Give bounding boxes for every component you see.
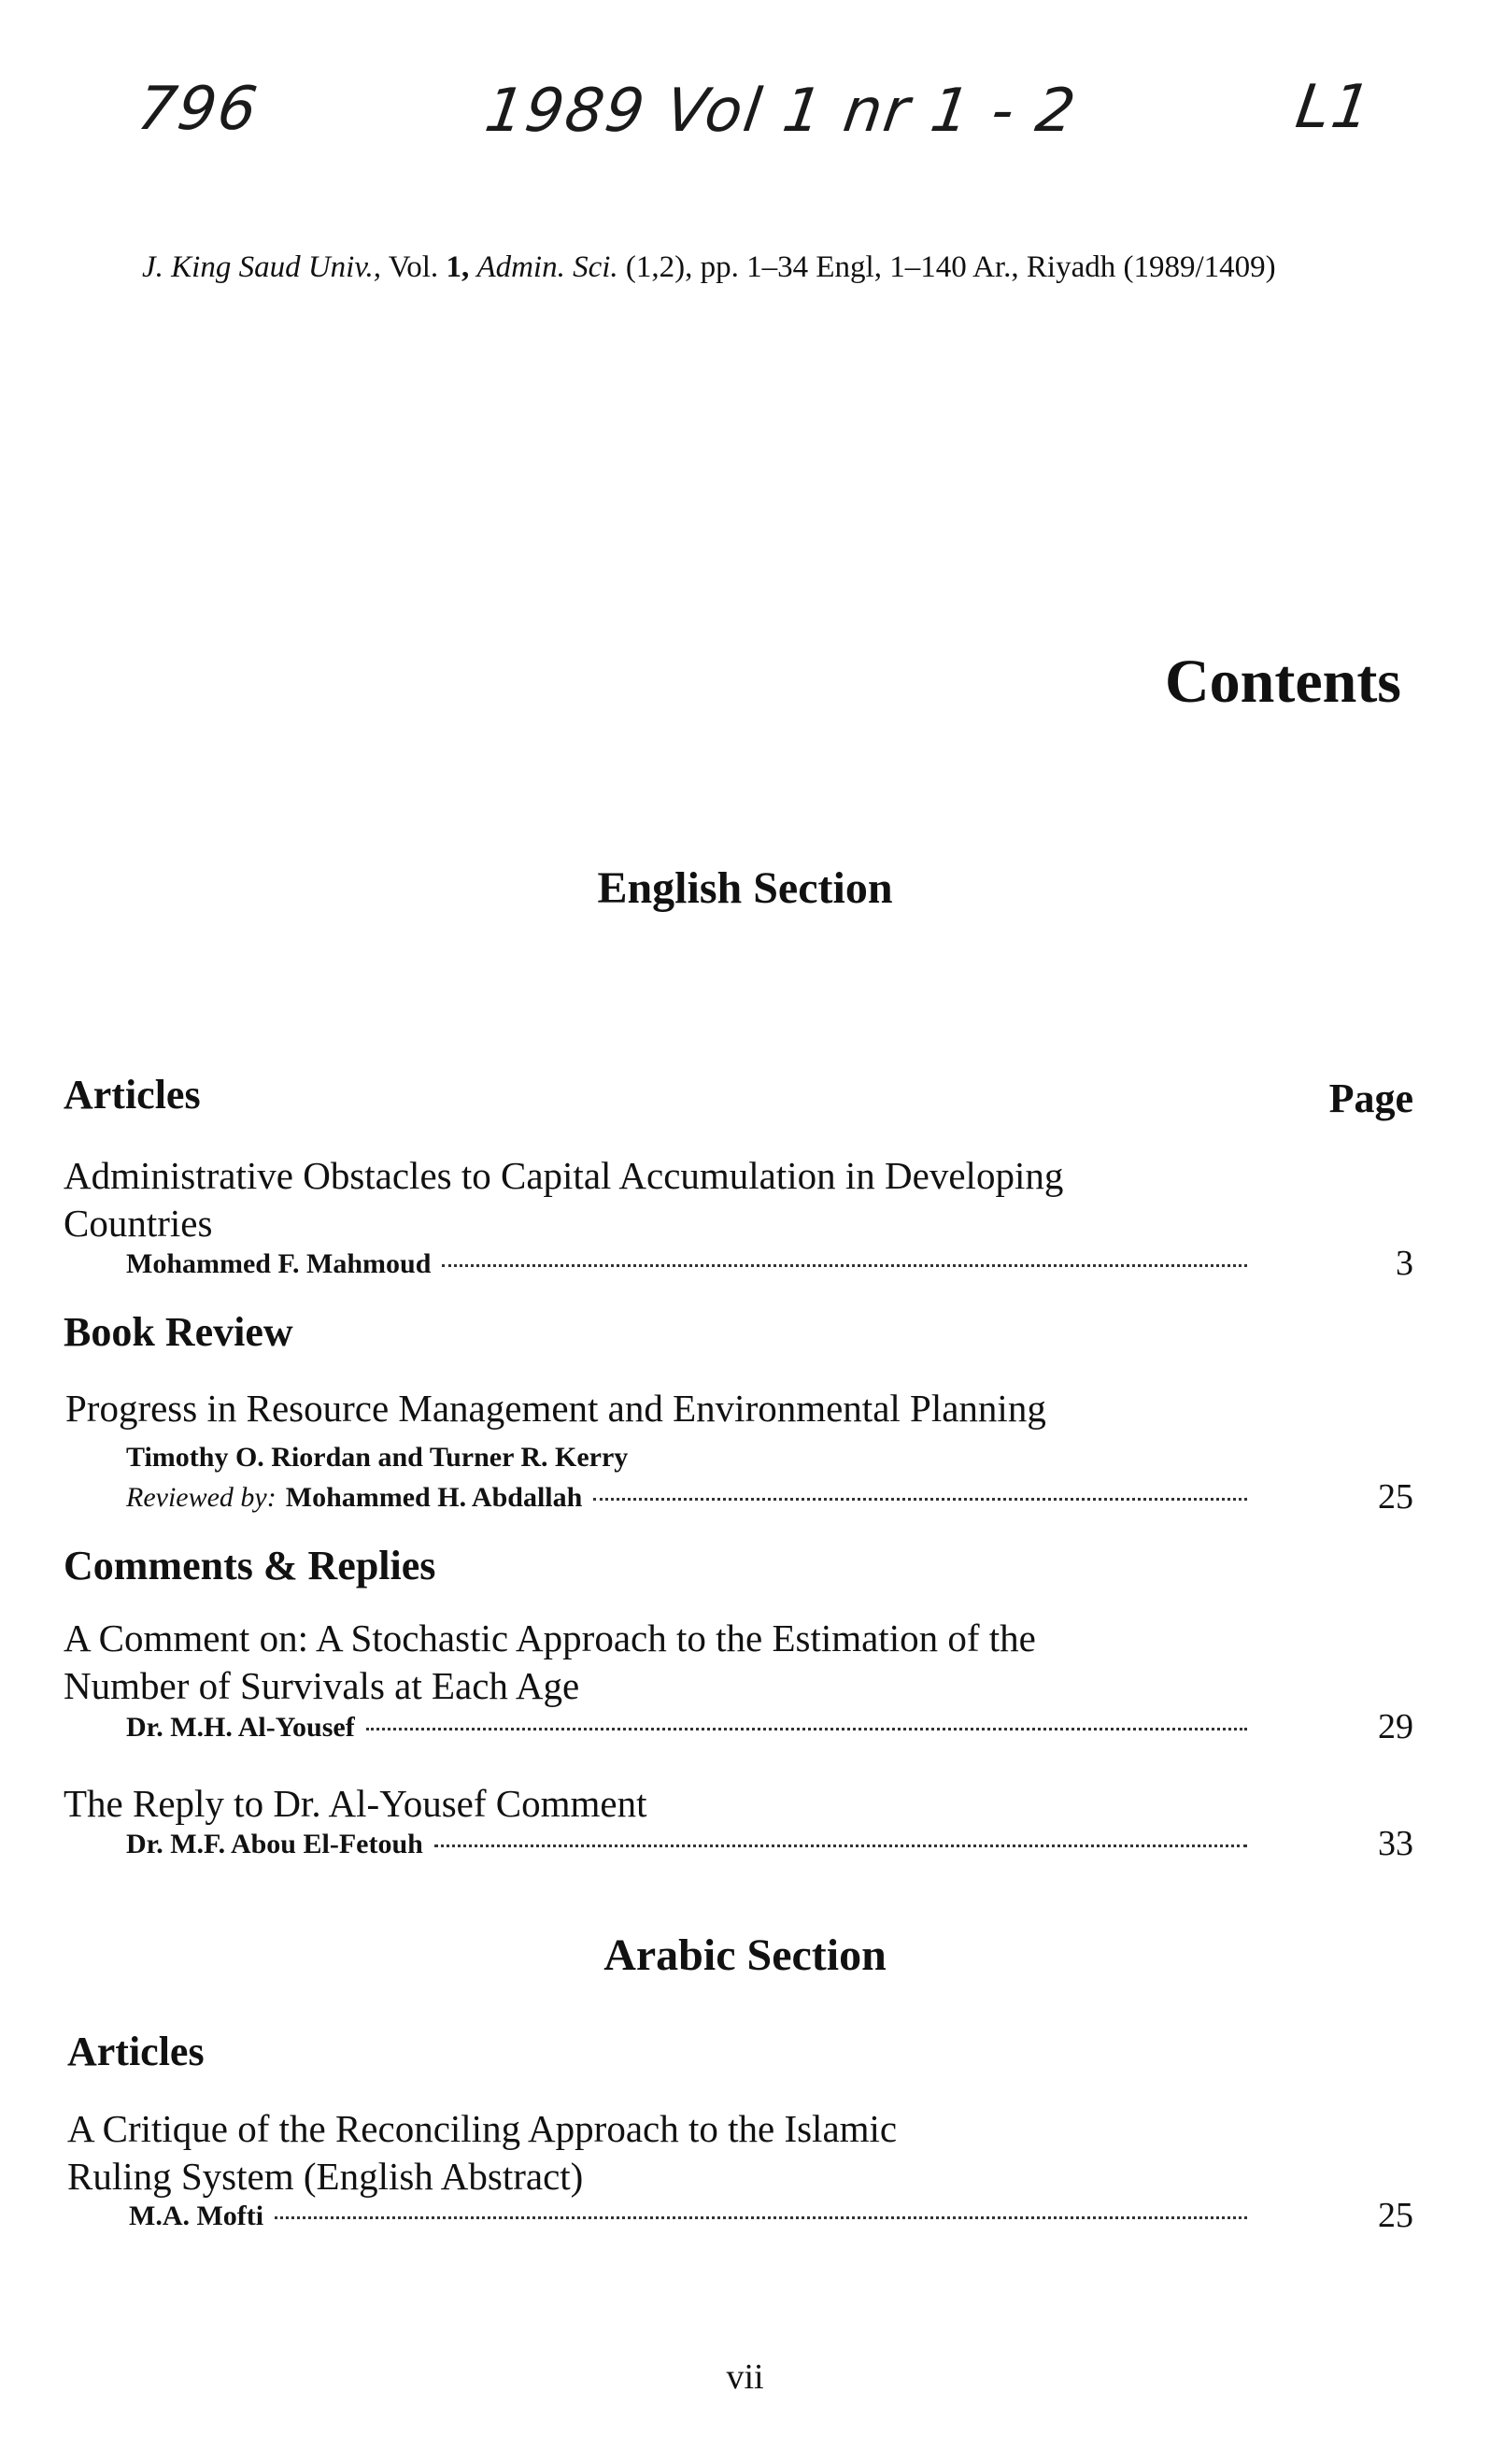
entry-author: Dr. M.H. Al-Yousef bbox=[126, 1712, 355, 1743]
arabic-section-title: Arabic Section bbox=[603, 1930, 887, 1980]
articles-heading: Articles bbox=[64, 1072, 201, 1118]
dot-leader bbox=[442, 1264, 1247, 1267]
page-folio: vii bbox=[726, 2357, 764, 2397]
entry-title bbox=[64, 1780, 1259, 1828]
dot-leader bbox=[434, 1844, 1247, 1847]
entry-title-line: Progress in Resource Management and Environmental Planning bbox=[65, 1387, 1046, 1430]
reviewed-by-label: Reviewed by: bbox=[126, 1482, 277, 1513]
journal-citation bbox=[142, 250, 1403, 285]
entry-title-line: A Critique of the Reconciling Approach to the Islamic bbox=[67, 2107, 898, 2150]
entry-title-line: Countries bbox=[64, 1202, 213, 1245]
handwritten-call-number: 796 bbox=[133, 75, 263, 144]
entry-page-number: 33 bbox=[1378, 1824, 1413, 1863]
entry-title-line: Ruling System (English Abstract) bbox=[67, 2155, 584, 2198]
page-column-heading: Page bbox=[1328, 1075, 1413, 1121]
entry-author: M.A. Mofti bbox=[129, 2201, 264, 2231]
entry-page-number: 25 bbox=[1378, 2196, 1413, 2235]
dot-leader bbox=[275, 2216, 1247, 2219]
toc-entry-author-line bbox=[126, 1482, 1247, 1514]
comments-replies-heading: Comments & Replies bbox=[64, 1543, 436, 1588]
entry-page-number: 29 bbox=[1378, 1707, 1413, 1746]
entry-title bbox=[65, 1385, 1261, 1432]
entry-page-number: 25 bbox=[1378, 1477, 1413, 1517]
entry-title bbox=[67, 2105, 1263, 2201]
handwritten-annotation bbox=[0, 65, 1490, 187]
book-authors: Timothy O. Riordan and Turner R. Kerry bbox=[126, 1442, 629, 1473]
citation-section: Admin. Sci. bbox=[476, 250, 618, 284]
entry-title-line: Number of Survivals at Each Age bbox=[64, 1664, 580, 1707]
dot-leader bbox=[366, 1728, 1247, 1730]
toc-entry-author-line bbox=[129, 2201, 1247, 2232]
entry-page-number: 3 bbox=[1396, 1244, 1413, 1283]
entry-title-line: A Comment on: A Stochastic Approach to the Estimation of the bbox=[64, 1617, 1036, 1659]
entry-title-line: Administrative Obstacles to Capital Accumulation in Developing bbox=[64, 1154, 1064, 1197]
arabic-articles-heading: Articles bbox=[67, 2029, 205, 2074]
dot-leader bbox=[593, 1498, 1247, 1501]
citation-journal: J. King Saud Univ., bbox=[142, 250, 382, 284]
handwritten-shelf-mark: L1 bbox=[1291, 73, 1377, 142]
toc-entry-author-line bbox=[126, 1829, 1247, 1860]
entry-reviewer: Mohammed H. Abdallah bbox=[285, 1482, 583, 1513]
citation-vol-label: Vol. bbox=[388, 250, 439, 284]
entry-author: Mohammed F. Mahmoud bbox=[126, 1248, 432, 1279]
contents-title: Contents bbox=[1164, 648, 1401, 716]
toc-entry-author-line bbox=[126, 1712, 1247, 1744]
toc-entry-author-line bbox=[126, 1248, 1247, 1280]
entry-title bbox=[64, 1615, 1259, 1710]
citation-vol-number: 1, bbox=[446, 250, 470, 284]
entry-author: Dr. M.F. Abou El-Fetouh bbox=[126, 1829, 423, 1859]
book-review-heading: Book Review bbox=[64, 1309, 293, 1355]
citation-details: (1,2), pp. 1–34 Engl, 1–140 Ar., Riyadh (1989/1409) bbox=[625, 250, 1276, 284]
entry-title-line: The Reply to Dr. Al-Yousef Comment bbox=[64, 1782, 647, 1825]
entry-title bbox=[64, 1152, 1259, 1247]
handwritten-volume-note: 1989 Vol 1 nr 1 - 2 bbox=[480, 77, 1082, 146]
english-section-title: English Section bbox=[597, 863, 893, 913]
